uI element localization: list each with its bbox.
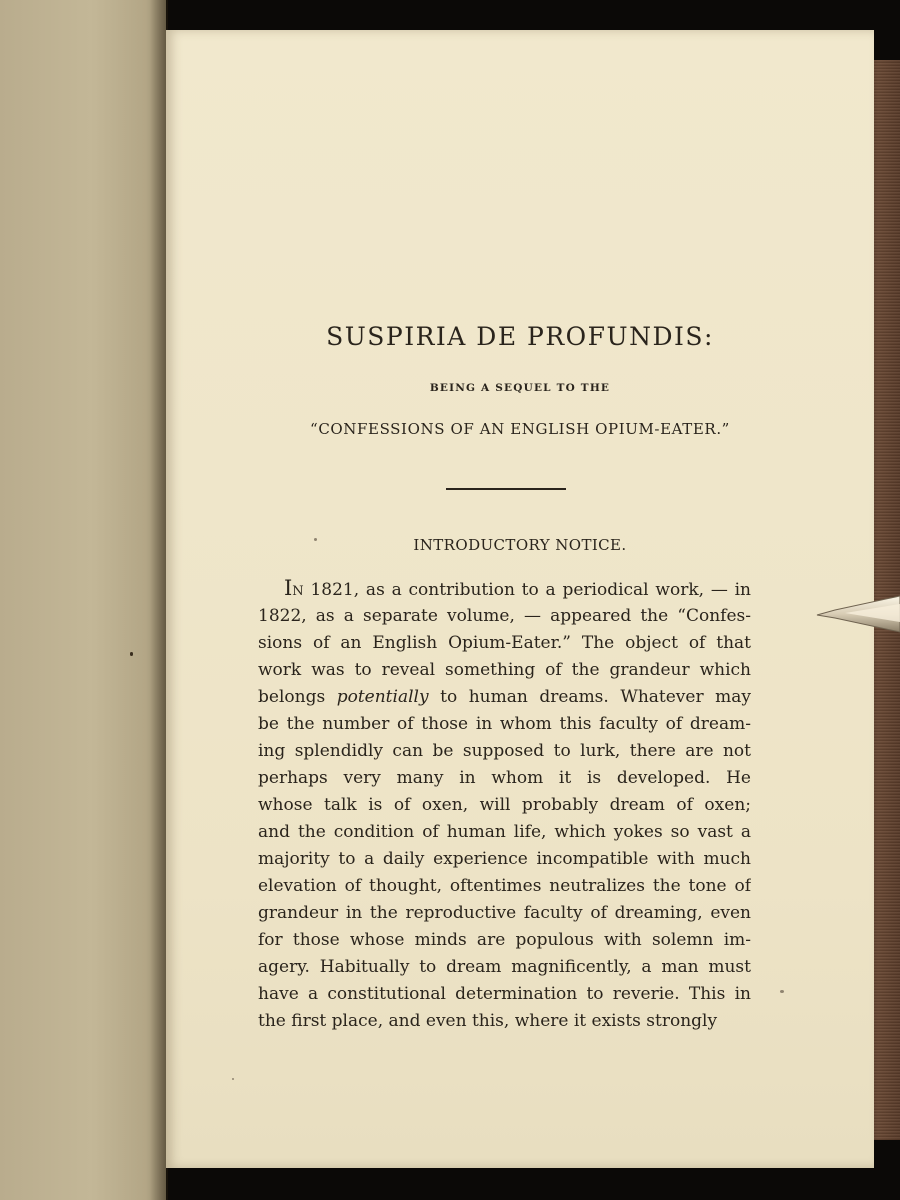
paragraph-line: 1822, as a separate volume, — appeared the “Confes- [258,606,751,626]
paragraph-line: and the condition of human life, which yokes so vast a [258,822,751,842]
dropcap-letter: I [284,578,293,600]
book-subtitle-quote: “CONFESSIONS OF AN ENGLISH OPIUM-EATER.” [310,420,730,438]
paragraph-line: sions of an English Opium-Eater.” The object of that [258,633,751,653]
paragraph-line-text: 1821, as a contribution to a periodical work, — in [310,580,751,600]
paragraph-line: be the number of those in whom this faculty of dream- [258,714,751,734]
paragraph-line: elevation of thought, oftentimes neutralizes the tone of [258,876,751,896]
paragraph-line: the first place, and even this, where it exists strongly [258,1011,718,1031]
paragraph-line: agery. Habitually to dream magnificently, a man must [258,957,751,977]
section-heading: INTRODUCTORY NOTICE. [413,536,627,554]
paragraph-line [258,687,751,709]
paragraph-line: whose talk is of oxen, will probably dream of oxen; [258,795,751,815]
paragraph-line-text: belongs [258,687,326,707]
paragraph-line: for those whose minds are populous with solemn im- [258,930,751,950]
paragraph-line: grandeur in the reproductive faculty of dreaming, even [258,903,751,923]
italic-word: potentially [336,687,429,707]
page-speck [780,990,784,993]
paragraph-line-text: to human dreams. Whatever may [440,687,751,707]
page-speck [130,652,133,656]
paragraph-line: ing splendidly can be supposed to lurk, there are not [258,741,751,761]
paragraph-line: perhaps very many in whom it is developed. He [258,768,751,788]
dropcap-smallcaps: N [292,584,304,599]
paragraph-line: have a constitutional determination to reverie. This in [258,984,751,1004]
page-speck [232,1078,234,1080]
paragraph-line: majority to a daily experience incompatible with much [258,849,751,869]
book-title: SUSPIRIA DE PROFUNDIS: [326,322,714,351]
left-page [0,0,166,1200]
paragraph-line: work was to reveal something of the grandeur which [258,660,751,680]
page-clip-icon [815,588,900,642]
paragraph-line [284,578,751,600]
book-subtitle: BEING A SEQUEL TO THE [429,382,611,394]
divider-rule [446,488,566,490]
